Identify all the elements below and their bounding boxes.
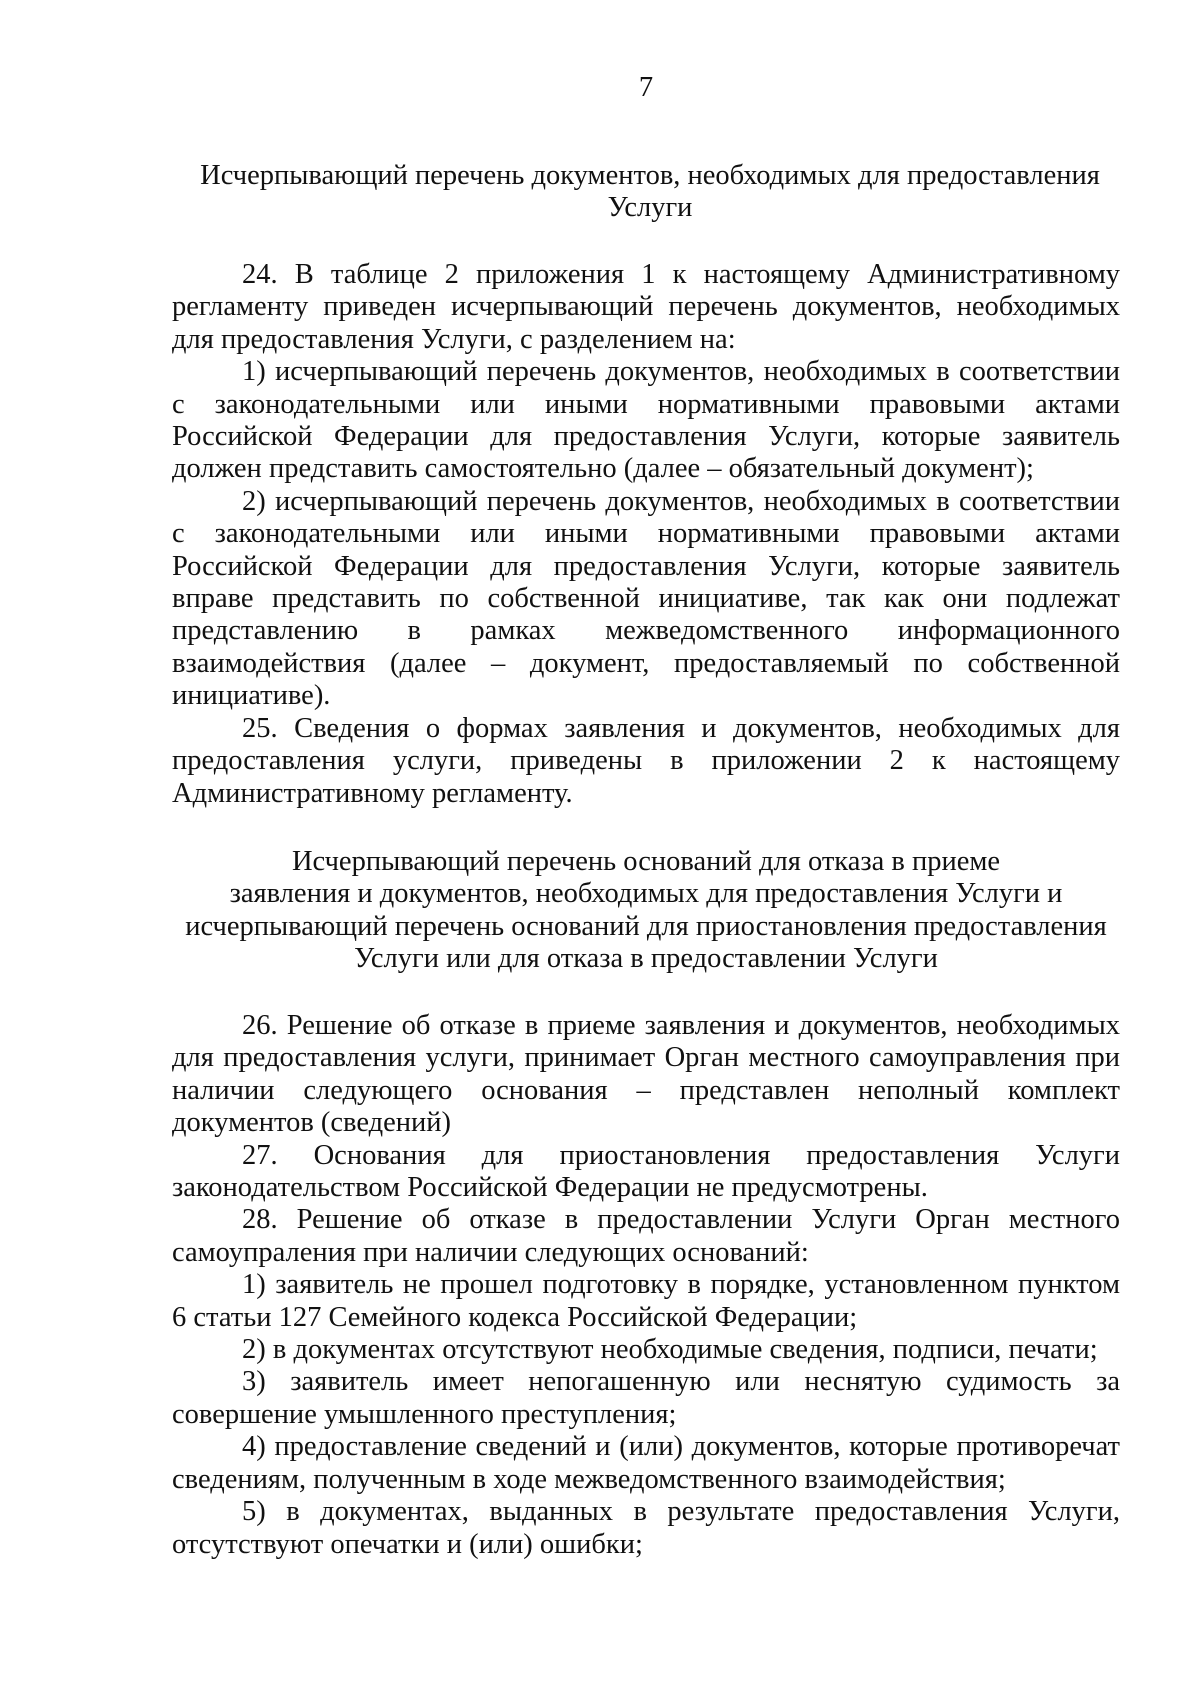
page-number: 7 xyxy=(638,72,654,103)
heading-line: заявления и документов, необходимых для предоставления Услуги и xyxy=(229,878,1063,910)
paragraph-26: 26. Решение об отказе в приеме заявления и документов, необходимых для предоставления услуги, принимает Орган местного самоуправления при наличии следующего основания – представлен неполный комплект документов (сведений) xyxy=(172,1010,1120,1139)
paragraph-28-item-1: 1) заявитель не прошел подготовку в порядке, установленном пунктом 6 статьи 127 Семейного кодекса Российской Федерации; xyxy=(172,1269,1120,1333)
paragraph-28-item-4: 4) предоставление сведений и (или) документов, которые противоречат сведениям, полученным в ходе межведомственного взаимодействия; xyxy=(172,1431,1120,1495)
paragraph-28-item-2: 2) в документах отсутствуют необходимые сведения, подписи, печати; xyxy=(242,1334,1098,1366)
paragraph-25: 25. Сведения о формах заявления и документов, необходимых для предоставления услуги, приведены в приложении 2 к настоящему Административному регламенту. xyxy=(172,712,1120,809)
section-heading-documents: Исчерпывающий перечень документов, необходимых для предоставления Услуги xyxy=(200,160,1100,224)
paragraph-24: 24. В таблице 2 приложения 1 к настоящему Административному регламенту приведен исчерпывающий перечень документов, необходимых для предоставления Услуги, с разделением на: xyxy=(172,259,1120,355)
section-body-documents xyxy=(172,259,1120,810)
section-body-refusal xyxy=(172,1010,1120,1561)
paragraph-28-item-5: 5) в документах, выданных в результате предоставления Услуги, отсутствуют опечатки и (или) ошибки; xyxy=(172,1496,1120,1560)
heading-line: Исчерпывающий перечень оснований для отказа в приеме xyxy=(291,846,1001,877)
paragraph-24-item-2: 2) исчерпывающий перечень документов, необходимых в соответствии с законодательными или иными нормативными правовыми актами Российской Федерации для предоставления Услуги, которые заявитель вправе представить по собственной инициативе, так как они подлежат представлению в рамках межведомственного информационного взаимодействия (далее – документ, предоставляемый по собственной инициативе). xyxy=(172,485,1120,712)
heading-line: Услуги или для отказа в предоставлении Услуги xyxy=(354,943,938,975)
paragraph-28: 28. Решение об отказе в предоставлении Услуги Орган местного самоупраления при наличии следующих оснований: xyxy=(172,1204,1120,1268)
section-heading-refusal xyxy=(172,846,1120,976)
paragraph-28-item-3: 3) заявитель имеет непогашенную или неснятую судимость за совершение умышленного преступления; xyxy=(172,1366,1120,1430)
heading-line: исчерпывающий перечень оснований для приостановления предоставления xyxy=(185,910,1107,942)
paragraph-24-item-1: 1) исчерпывающий перечень документов, необходимых в соответствии с законодательными или иными нормативными правовыми актами Российской Федерации для предоставления Услуги, которые заявитель должен представить самостоятельно (далее – обязательный документ); xyxy=(172,356,1120,485)
paragraph-27: 27. Основания для приостановления предоставления Услуги законодательством Российской Федерации не предусмотрены. xyxy=(172,1139,1120,1204)
